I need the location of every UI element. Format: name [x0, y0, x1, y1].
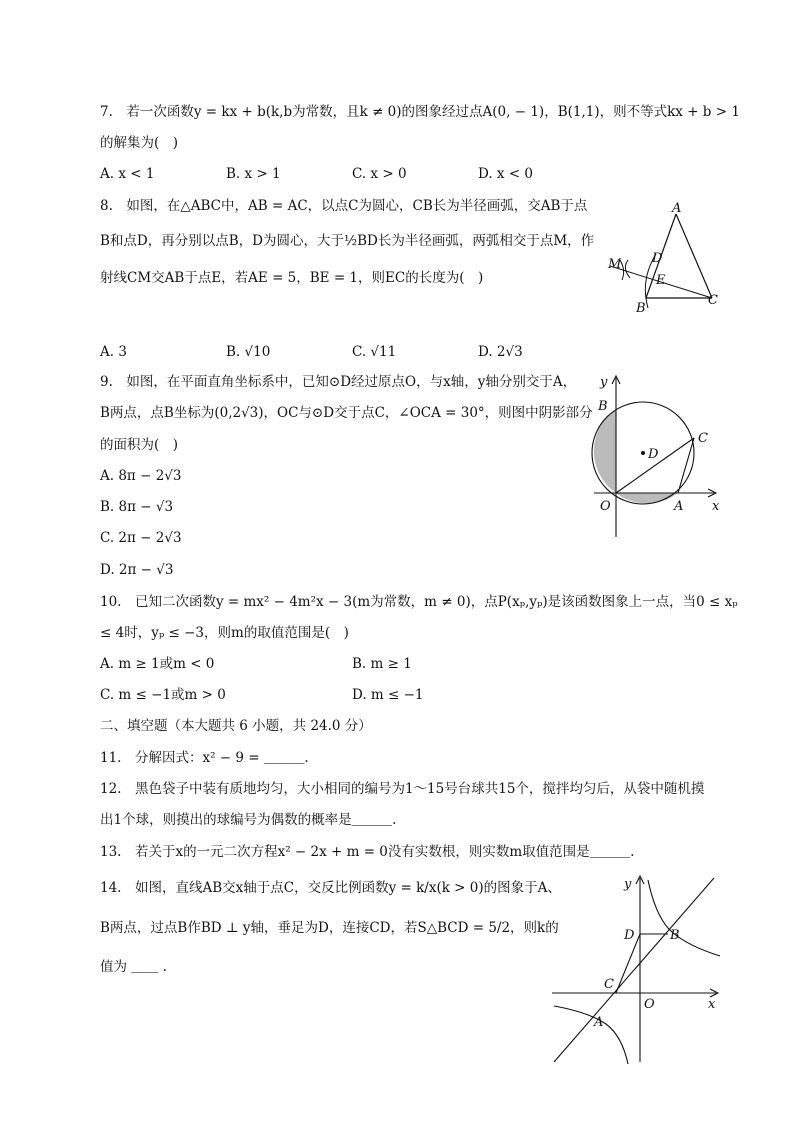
q14-line2: B两点，过点B作BD ⊥ y轴，垂足为D，连接CD，若S△BCD = 5/2，则k的: [100, 920, 559, 936]
q10-option-d: D. m ≤ −1: [352, 687, 424, 703]
q9-label-d: D: [648, 447, 659, 462]
q14-label-y: y: [624, 877, 632, 892]
q14-label-c: C: [604, 977, 614, 992]
q9-label-b: B: [598, 399, 608, 414]
q14-label-x: x: [708, 997, 716, 1012]
section-2-heading: 二、填空题（本大题共 6 小题，共 24.0 分）: [100, 718, 372, 734]
q9-label-y: y: [600, 375, 608, 390]
q12-line1: 12. 黑色袋子中装有质地均匀，大小相同的编号为1～15号台球共15个，搅拌均匀后，从袋中随机摸: [100, 781, 705, 797]
q14-label-o: O: [644, 997, 655, 1012]
q8-line3: 射线CM交AB于点E，若AE = 5，BE = 1，则EC的长度为( ): [100, 270, 484, 286]
q9-label-a: A: [674, 499, 684, 514]
q9-line2: B两点，点B坐标为(0,2√3)，OC与⊙D交于点C，∠OCA = 30°，则图中阴影部分: [100, 405, 593, 421]
q14-label-a: A: [594, 1015, 604, 1030]
q9-option-b: B. 8π − √3: [100, 499, 174, 515]
q8-label-a: A: [672, 201, 682, 216]
q9-figure: [590, 372, 730, 542]
q10-line2: ≤ 4时，yₚ ≤ −3，则m的取值范围是( ): [100, 625, 349, 641]
q14-label-b: B: [670, 928, 680, 943]
q11-line: 11. 分解因式：x² − 9 = ＿＿＿.: [100, 750, 309, 766]
q7-option-b: B. x > 1: [226, 166, 281, 182]
q14-figure: [548, 872, 728, 1067]
q8-option-d: D. 2√3: [478, 344, 523, 360]
q14-label-d: D: [624, 928, 635, 943]
q9-line1: 9. 如图，在平面直角坐标系中，已知⊙D经过原点O，与x轴，y轴分别交于A，: [100, 374, 577, 390]
q7-option-d: D. x < 0: [478, 166, 534, 182]
q7-line1: 7. 若一次函数y = kx + b(k,b为常数，且k ≠ 0)的图象经过点A(0, − 1)，B(1,1)，则不等式kx + b > 1: [100, 104, 740, 120]
q10-option-b: B. m ≥ 1: [352, 656, 412, 672]
q10-option-a: A. m ≥ 1或m < 0: [100, 656, 215, 672]
q9-line3: 的面积为( ): [100, 437, 179, 453]
q12-line2: 出1个球，则摸出的球编号为偶数的概率是＿＿＿.: [100, 812, 397, 828]
q7-option-a: A. x < 1: [100, 166, 155, 182]
q8-option-b: B. √10: [226, 344, 271, 360]
q8-line1: 8. 如图，在△ABC中，AB = AC，以点C为圆心，CB长为半径画弧，交AB于点: [100, 198, 588, 214]
q8-label-d: D: [652, 251, 663, 266]
q9-option-d: D. 2π − √3: [100, 562, 174, 578]
q10-line1: 10. 已知二次函数y = mx² − 4m²x − 3(m为常数，m ≠ 0)，点P(xₚ,yₚ)是该函数图象上一点，当0 ≤ xₚ: [100, 594, 738, 610]
q8-label-c: C: [708, 293, 718, 308]
q10-option-c: C. m ≤ −1或m > 0: [100, 687, 226, 703]
q14-line1: 14. 如图，直线AB交x轴于点C，交反比例函数y = k/x(k > 0)的图象于A、: [100, 880, 561, 896]
q14-line3: 值为 ＿＿ .: [100, 959, 167, 975]
q9-option-c: C. 2π − 2√3: [100, 530, 182, 546]
q8-label-b: B: [636, 301, 646, 316]
q8-option-c: C. √11: [352, 344, 397, 360]
q8-label-e: E: [656, 273, 666, 288]
q13-line: 13. 若关于x的一元二次方程x² − 2x + m = 0没有实数根，则实数m取值范围是＿＿＿.: [100, 844, 635, 860]
q8-label-m: M: [608, 257, 622, 272]
q9-label-c: C: [698, 431, 708, 446]
q7-option-c: C. x > 0: [352, 166, 407, 182]
q9-label-o: O: [600, 499, 611, 514]
q7-line2: 的解集为( ): [100, 135, 179, 151]
q8-option-a: A. 3: [100, 344, 127, 360]
q9-option-a: A. 8π − 2√3: [100, 468, 182, 484]
q9-label-x: x: [712, 499, 720, 514]
q8-figure: [600, 200, 740, 320]
q8-line2: B和点D，再分别以点B，D为圆心，大于½BD长为半径画弧，两弧相交于点M，作: [100, 233, 595, 249]
